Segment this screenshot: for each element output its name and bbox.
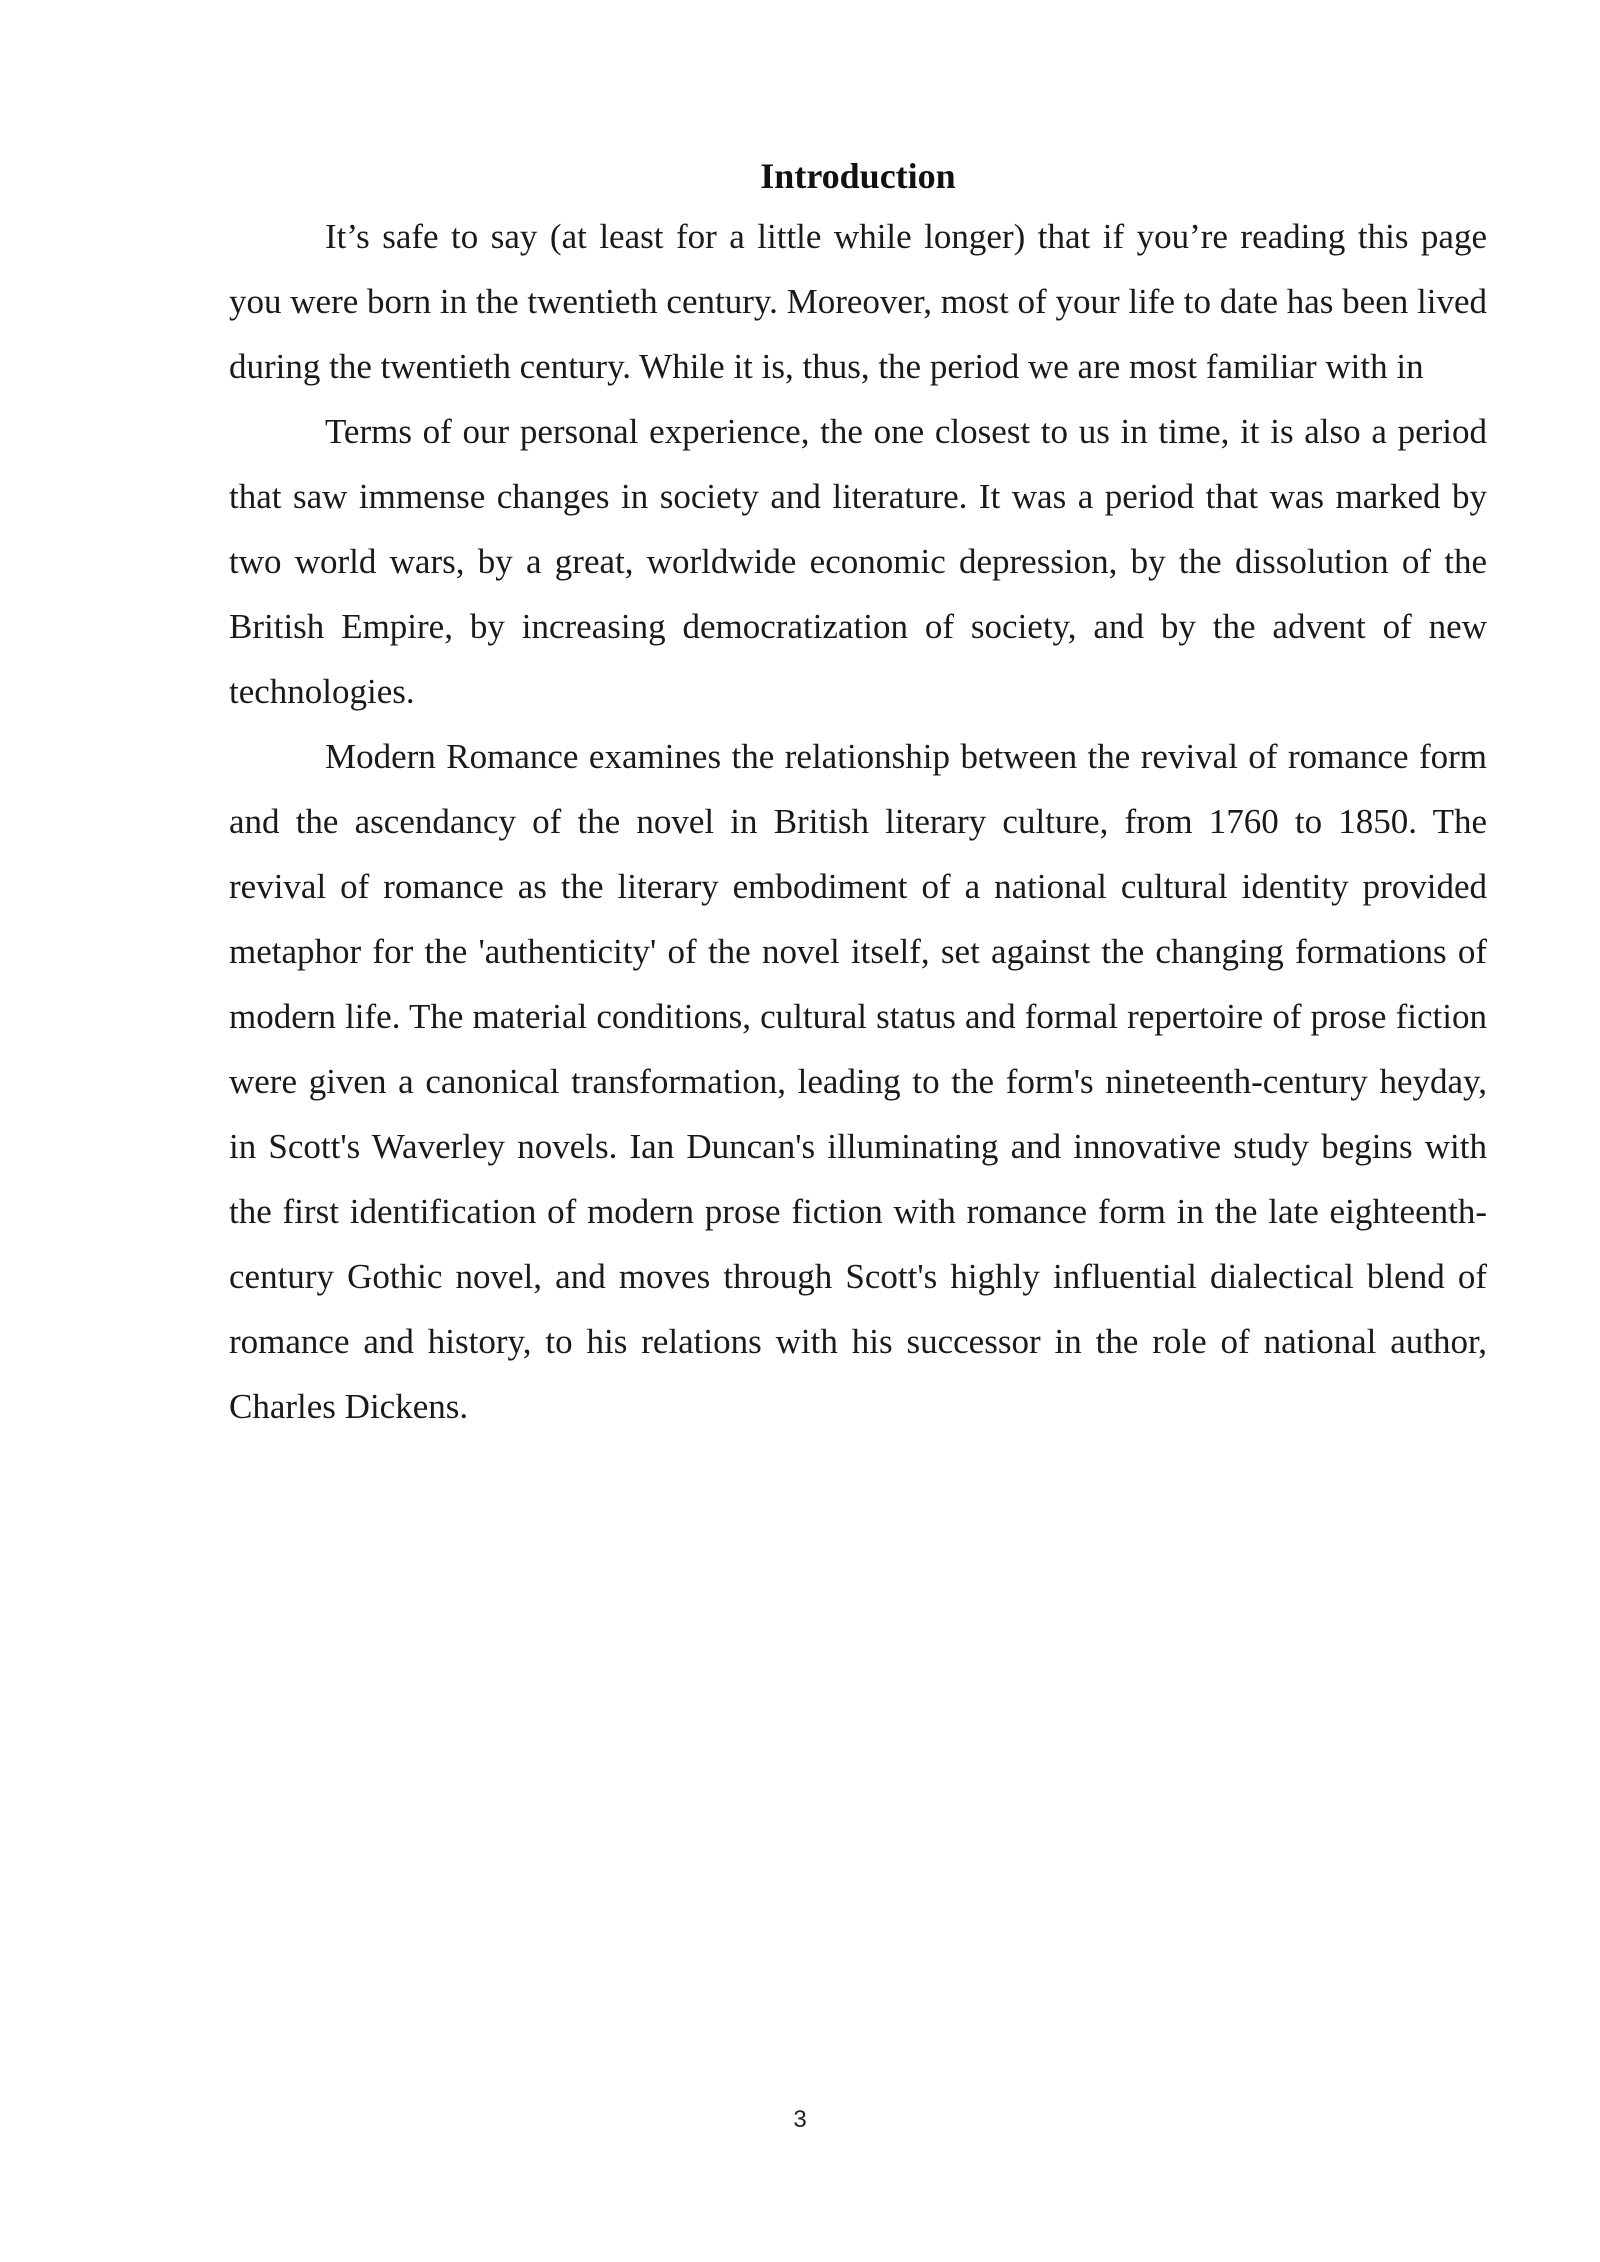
paragraph-1: It’s safe to say (at least for a little while longer) that if you’re reading this page you were born in the twentieth century. Moreover, most of your life to date has been lived during the twentieth century. While it is, thus, the period we are most familiar with in [229, 217, 1487, 386]
page-content [229, 148, 1487, 1439]
paragraph-3: Modern Romance examines the relationship between the revival of romance form and the ascendancy of the novel in British literary culture, from 1760 to 1850. The revival of romance as the literary embodiment of a national cultural identity provided metaphor for the 'authenticity' of the novel itself, set against the changing formations of modern life. The material conditions, cultural status and formal repertoire of prose fiction were given a canonical transformation, leading to the form's nineteenth-century heyday, in Scott's Waverley novels. Ian Duncan's illuminating and innovative study begins with the first identification of modern prose fiction with romance form in the late eighteenth-century Gothic novel, and moves through Scott's highly influential dialectical blend of romance and history, to his relations with his successor in the role of national author, Charles Dickens. [229, 737, 1487, 1426]
section-heading: Introduction [760, 156, 956, 196]
page-number: 3 [793, 2106, 807, 2133]
paragraph-2: Terms of our personal experience, the one closest to us in time, it is also a period that saw immense changes in society and literature. It was a period that was marked by two world wars, by a great, worldwide economic depression, by the dissolution of the British Empire, by increasing democratization of society, and by the advent of new technologies. [229, 412, 1487, 711]
